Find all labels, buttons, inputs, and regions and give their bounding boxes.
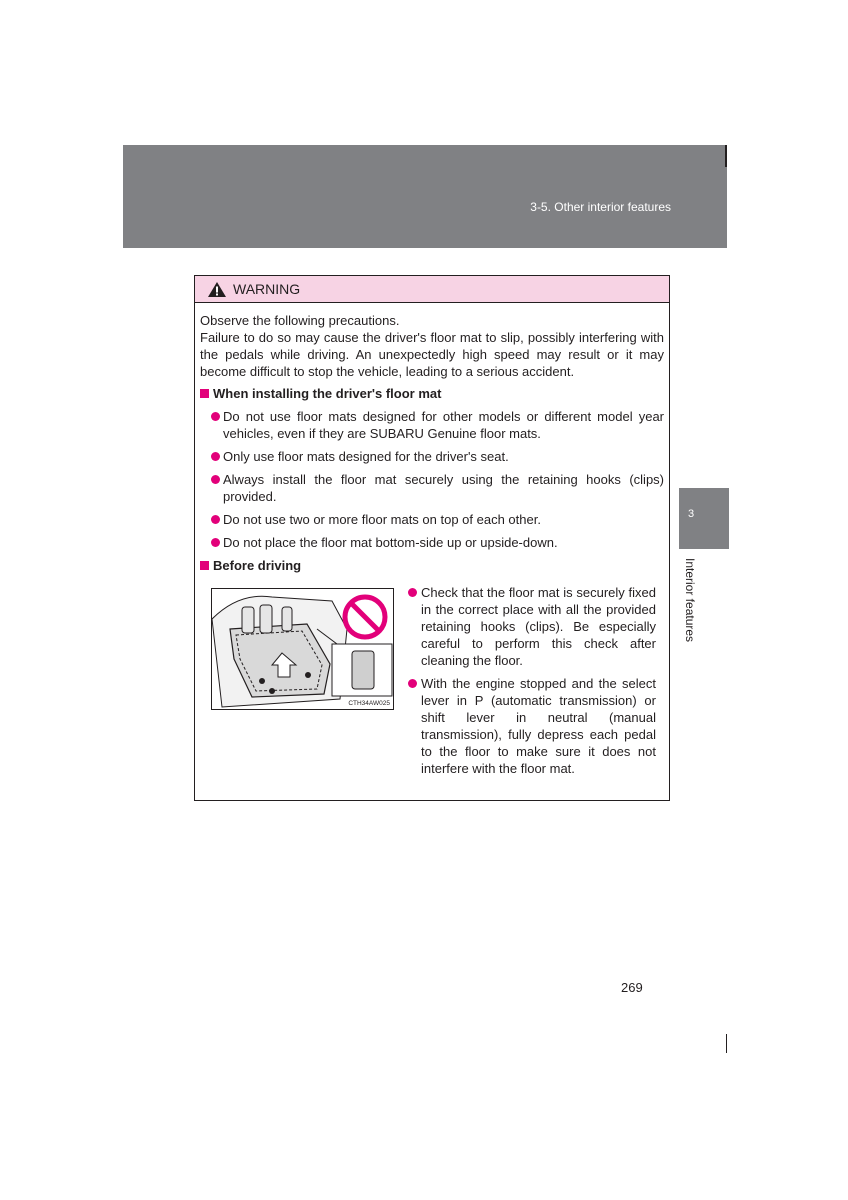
- bullet-dot-icon: [211, 475, 220, 484]
- warning-box: [194, 275, 670, 801]
- chapter-label: Interior features: [683, 558, 697, 643]
- header-band: [123, 145, 727, 248]
- page-number: 269: [621, 980, 643, 995]
- list-item: [200, 534, 664, 551]
- list-item: [406, 584, 656, 669]
- before-driving-list: [406, 584, 656, 777]
- chapter-tab: [679, 488, 729, 549]
- bullet-dot-icon: [408, 679, 417, 688]
- bullet-dot-icon: [211, 412, 220, 421]
- chapter-number: 3: [688, 508, 695, 520]
- bullet-dot-icon: [408, 588, 417, 597]
- bullet-dot-icon: [211, 538, 220, 547]
- square-bullet-icon: [200, 389, 209, 398]
- warning-title: WARNING: [233, 281, 301, 297]
- list-item: [200, 448, 664, 465]
- section-heading-install: [200, 385, 664, 402]
- floor-mat-drawing: [212, 589, 394, 710]
- list-item-text: Always install the floor mat securely using the retaining hooks (clips) provided.: [223, 472, 664, 504]
- header-tick: [725, 145, 727, 167]
- intro-line: Observe the following precautions.: [200, 313, 400, 328]
- list-item: [200, 511, 664, 528]
- warning-header: [195, 276, 669, 303]
- section-heading-before-driving: [200, 557, 664, 574]
- section-heading-text: Before driving: [213, 558, 302, 573]
- floor-mat-illustration: [211, 588, 394, 710]
- bullet-dot-icon: [211, 515, 220, 524]
- list-item-text: With the engine stopped and the select lever in P (automatic transmission) or shift lever in neutral (manual transmission), fully depress each pedal to the floor to make sure it does not interfere with the floor mat.: [421, 676, 656, 776]
- list-item-text: Only use floor mats designed for the driver's seat.: [223, 449, 509, 464]
- list-item-text: Do not place the floor mat bottom-side up or upside-down.: [223, 535, 558, 550]
- list-item-text: Check that the floor mat is securely fixed in the correct place with all the provided retaining hooks (clips). Be especially careful to perform this check after cleaning the floor.: [421, 585, 656, 668]
- warning-body: [200, 312, 664, 574]
- bullet-dot-icon: [211, 452, 220, 461]
- intro-paragraph: Failure to do so may cause the driver's floor mat to slip, possibly interfering with the pedals while driving. An unexpectedly high speed may result or it may become difficult to stop the vehicle, leading to a serious accident.: [200, 330, 664, 379]
- list-item: [406, 675, 656, 777]
- list-item: [200, 471, 664, 505]
- section-title: 3-5. Other interior features: [530, 200, 671, 214]
- warning-triangle-icon: [207, 281, 227, 298]
- section-heading-text: When installing the driver's floor mat: [213, 386, 442, 401]
- list-item-text: Do not use floor mats designed for other models or different model year vehicles, even if they are SUBARU Genuine floor mats.: [223, 409, 664, 441]
- square-bullet-icon: [200, 561, 209, 570]
- list-item: [200, 408, 664, 442]
- list-item-text: Do not use two or more floor mats on top of each other.: [223, 512, 541, 527]
- page-edge-rule: [726, 1034, 727, 1053]
- figure-code: CTH34AW025: [348, 700, 390, 707]
